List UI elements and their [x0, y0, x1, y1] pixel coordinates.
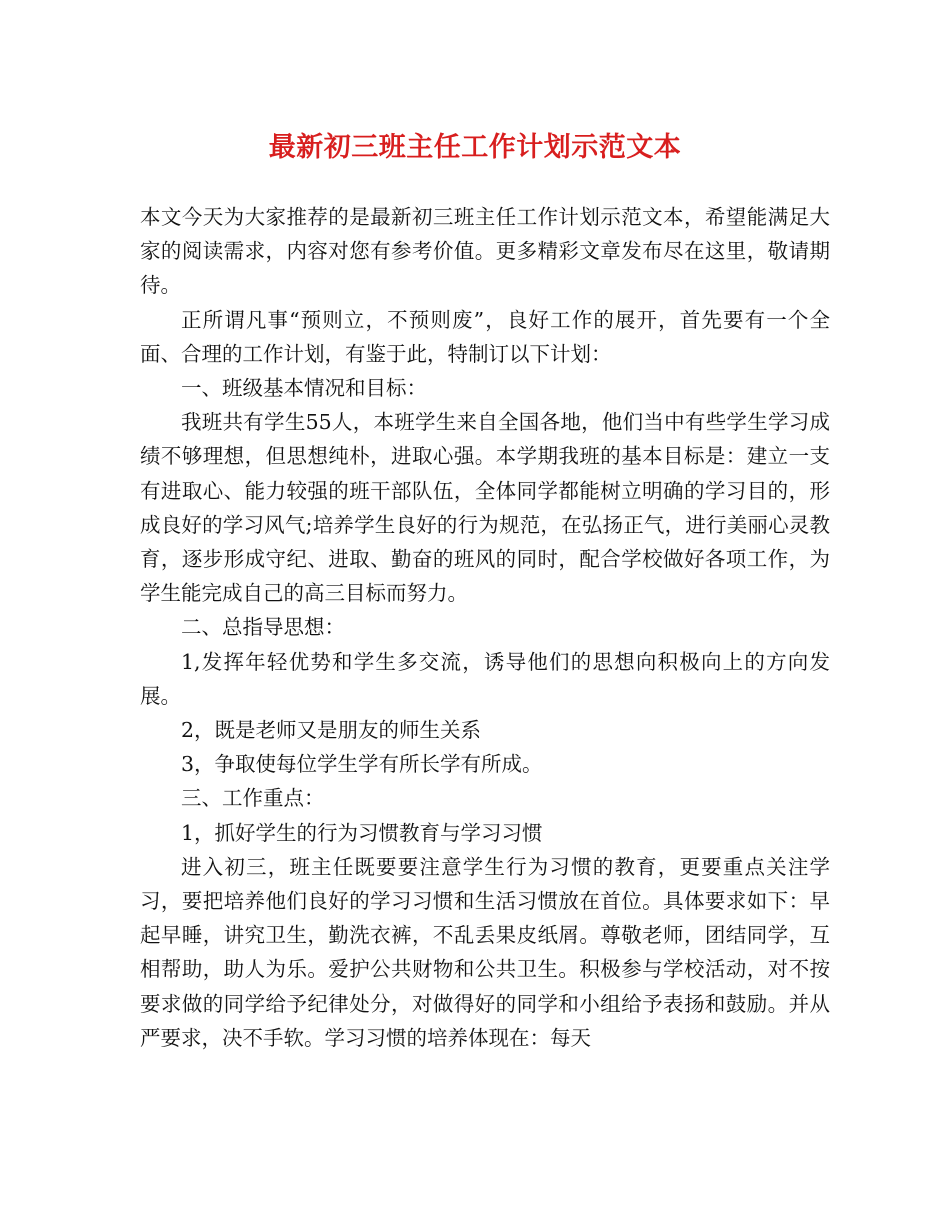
document-body [140, 200, 830, 1055]
list-item: 1,发挥年轻优势和学生多交流，诱导他们的思想向积极向上的方向发展。 [140, 649, 830, 708]
section-heading: 一、班级基本情况和目标： [181, 376, 427, 401]
body-paragraph: 我班共有学生55人，本班学生来自全国各地，他们当中有些学生学习成绩不够理想，但思想纯朴，进取心强。本学期我班的基本目标是：建立一支有进取心、能力较强的班干部队伍，全体同学都能树立明确的学习目的，形成良好的学习风气;培养学生良好的行为规范，在弘扬正气，进行美丽心灵教育，逐步形成守纪、进取、勤奋的班风的同时，配合学校做好各项工作，为学生能完成自己的高三目标而努力。 [140, 410, 830, 606]
list-item: 3，争取使每位学生学有所长学有所成。 [181, 752, 543, 777]
document-title: 最新初三班主任工作计划示范文本 [268, 132, 682, 163]
preface-paragraph: 正所谓凡事“预则立，不预则废”，良好工作的展开，首先要有一个全面、合理的工作计划，有鉴于此，特制订以下计划： [140, 307, 830, 366]
subsection-heading: 1，抓好学生的行为习惯教育与学习习惯 [181, 820, 543, 845]
list-item: 2，既是老师又是朋友的师生关系 [181, 718, 482, 743]
intro-paragraph: 本文今天为大家推荐的是最新初三班主任工作计划示范文本，希望能满足大家的阅读需求，内容对您有参考价值。更多精彩文章发布尽在这里，敬请期待。 [140, 205, 830, 298]
section-heading: 三、工作重点： [181, 786, 325, 811]
section-heading: 二、总指导思想： [181, 615, 345, 640]
body-paragraph: 进入初三，班主任既要要注意学生行为习惯的教育，更要重点关注学习，要把培养他们良好的学习习惯和生活习惯放在首位。具体要求如下：早起早睡，讲究卫生，勤洗衣裤，不乱丢果皮纸屑。尊敬老师，团结同学，互相帮助，助人为乐。爱护公共财物和公共卫生。积极参与学校活动，对不按要求做的同学给予纪律处分，对做得好的同学和小组给予表扬和鼓励。并从严要求，决不手软。学习习惯的培养体现在：每天 [140, 854, 830, 1050]
